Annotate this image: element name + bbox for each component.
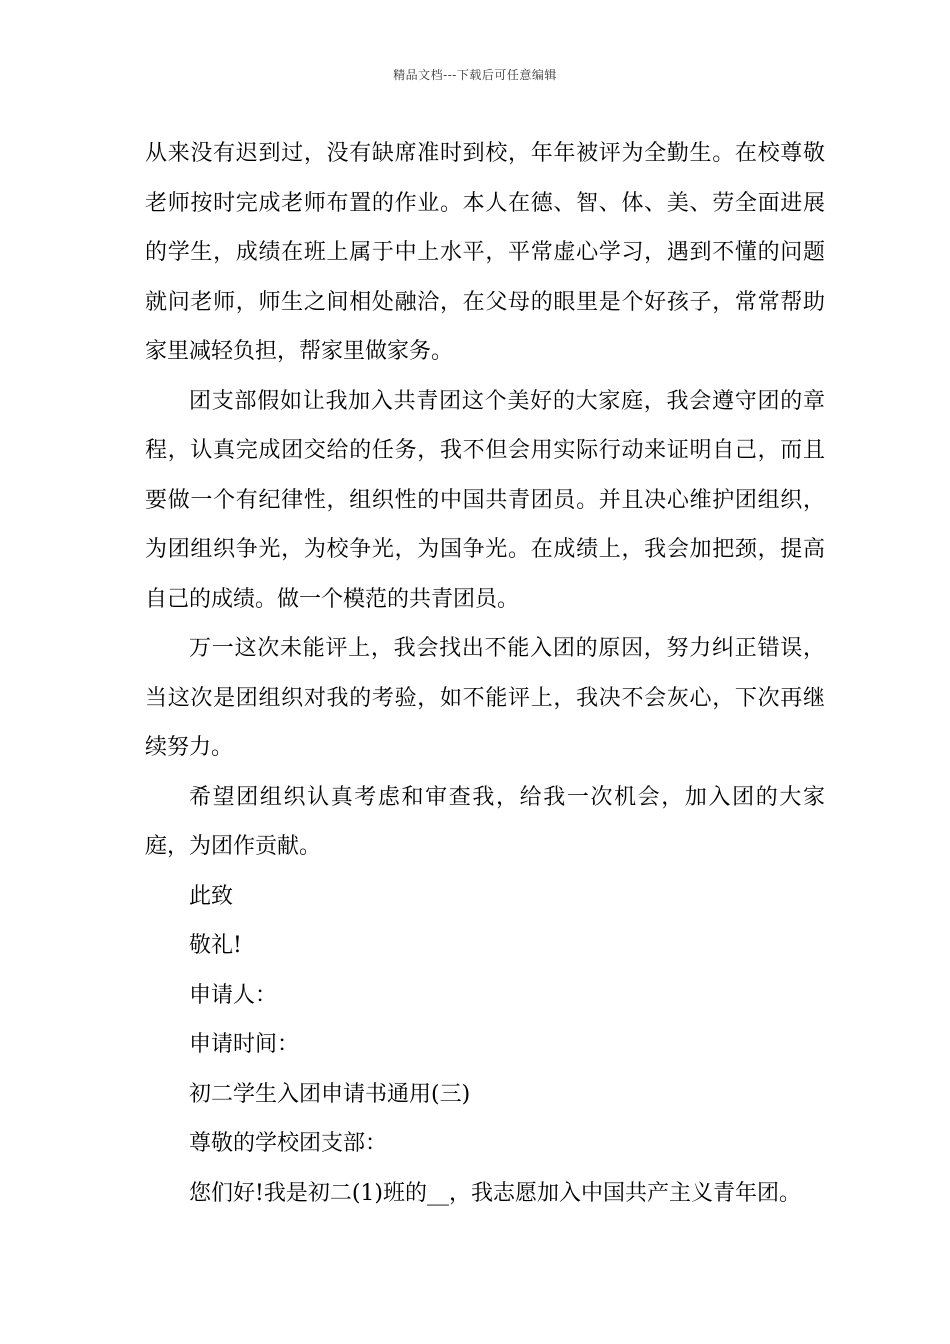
- section-title: 初二学生入团申请书通用(三): [189, 1081, 471, 1107]
- closing-regards: 敬礼!: [189, 933, 242, 958]
- document-body: [145, 129, 825, 1218]
- letter-greeting: 尊敬的学校团支部：: [189, 1131, 388, 1156]
- paragraph-commitment: 团支部假如让我加入共青团这个美好的大家庭，我会遵守团的章程，认真完成团交给的任务，我不但会用实际行动来证明自己，而且要做一个有纪律性，组织性的中国共青团员。并且决心维护团组织，为团组织争光，为校争光，为国争光。在成绩上，我会加把颈，提高自己的成绩。做一个模范的共青团员。: [145, 388, 825, 612]
- paragraph-hope: 希望团组织认真考虑和审查我，给我一次机会，加入团的大家庭，为团作贡献。: [145, 784, 825, 859]
- paragraph-if-rejected: 万一这次未能评上，我会找出不能入团的原因，努力纠正错误，当这次是团组织对我的考验，如不能评上，我决不会灰心，下次再继续努力。: [145, 636, 825, 760]
- date-label: 申请时间：: [189, 1032, 300, 1057]
- closing-salutation: 此致: [189, 883, 234, 909]
- page-header: 精品文档---下载后可任意编辑: [393, 68, 557, 82]
- paragraph-attendance: 从来没有迟到过，没有缺席准时到校，年年被评为全勤生。在校尊敬老师按时完成老师布置的作业。本人在德、智、体、美、劳全面进展的学生，成绩在班上属于中上水平，平常虚心学习，遇到不懂的问题就问老师，师生之间相处融洽，在父母的眼里是个好孩子，常常帮助家里减轻负担，帮家里做家务。: [145, 141, 825, 364]
- applicant-label: 申请人：: [189, 982, 278, 1008]
- letter-intro: 您们好!我是初二(1)班的__，我志愿加入中国共产主义青年团。: [189, 1180, 802, 1206]
